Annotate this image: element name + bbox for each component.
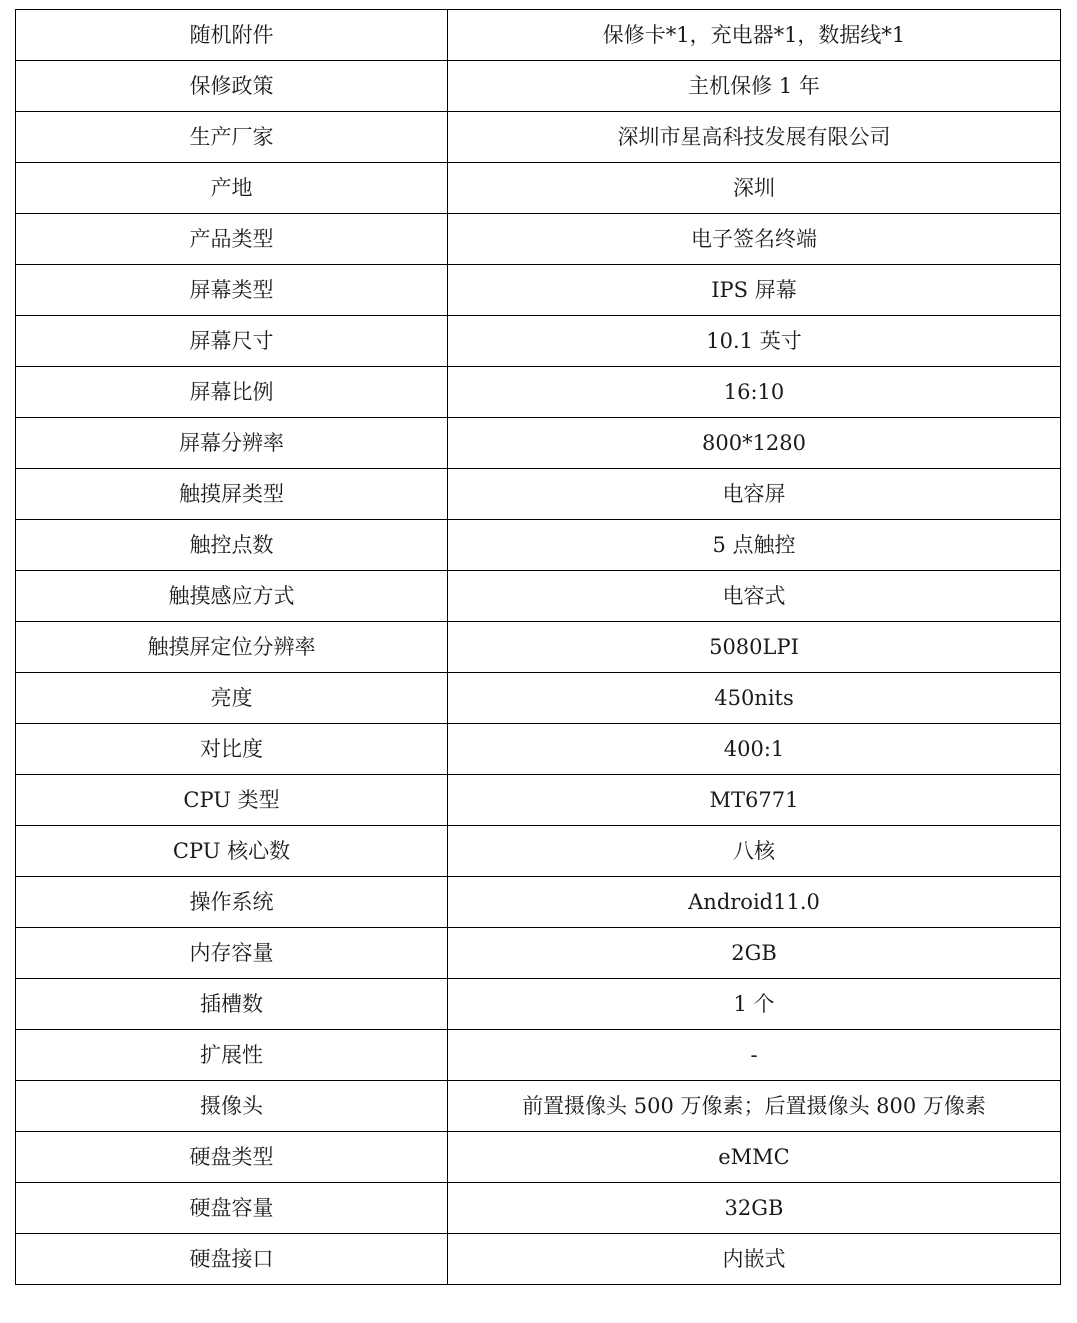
table-row	[16, 10, 1061, 61]
spec-label-cell: 触摸屏类型	[16, 469, 448, 520]
table-row	[16, 265, 1061, 316]
spec-value-cell: -	[448, 1030, 1061, 1081]
spec-label-cell: 硬盘接口	[16, 1234, 448, 1285]
table-row	[16, 1234, 1061, 1285]
spec-value-cell: 1 个	[448, 979, 1061, 1030]
spec-label-cell: 硬盘类型	[16, 1132, 448, 1183]
spec-label-cell: 亮度	[16, 673, 448, 724]
spec-label-cell: 内存容量	[16, 928, 448, 979]
table-row	[16, 724, 1061, 775]
spec-label-cell: 插槽数	[16, 979, 448, 1030]
table-row	[16, 112, 1061, 163]
spec-value-cell: 前置摄像头 500 万像素；后置摄像头 800 万像素	[448, 1081, 1061, 1132]
spec-value-cell: 5080LPI	[448, 622, 1061, 673]
spec-value-cell: 400:1	[448, 724, 1061, 775]
table-row	[16, 622, 1061, 673]
table-row	[16, 214, 1061, 265]
spec-value-cell: 32GB	[448, 1183, 1061, 1234]
spec-label-cell: 保修政策	[16, 61, 448, 112]
table-row	[16, 571, 1061, 622]
spec-value-cell: 内嵌式	[448, 1234, 1061, 1285]
spec-label-cell: 硬盘容量	[16, 1183, 448, 1234]
spec-value-cell: 16:10	[448, 367, 1061, 418]
spec-value-cell: 主机保修 1 年	[448, 61, 1061, 112]
table-row	[16, 928, 1061, 979]
spec-label-cell: 屏幕比例	[16, 367, 448, 418]
spec-value-cell: 八核	[448, 826, 1061, 877]
table-row	[16, 367, 1061, 418]
spec-value-cell: 深圳	[448, 163, 1061, 214]
table-row	[16, 520, 1061, 571]
table-row	[16, 1183, 1061, 1234]
spec-label-cell: 屏幕尺寸	[16, 316, 448, 367]
spec-value-cell: Android11.0	[448, 877, 1061, 928]
table-row	[16, 316, 1061, 367]
spec-label-cell: 触控点数	[16, 520, 448, 571]
spec-value-cell: 5 点触控	[448, 520, 1061, 571]
table-row	[16, 826, 1061, 877]
table-row	[16, 1081, 1061, 1132]
table-row	[16, 61, 1061, 112]
spec-value-cell: 深圳市星高科技发展有限公司	[448, 112, 1061, 163]
table-row	[16, 163, 1061, 214]
spec-label-cell: 随机附件	[16, 10, 448, 61]
table-row	[16, 418, 1061, 469]
spec-label-cell: 扩展性	[16, 1030, 448, 1081]
table-row	[16, 775, 1061, 826]
spec-label-cell: CPU 核心数	[16, 826, 448, 877]
spec-value-cell: 450nits	[448, 673, 1061, 724]
spec-value-cell: 电容屏	[448, 469, 1061, 520]
table-row	[16, 673, 1061, 724]
spec-label-cell: 屏幕分辨率	[16, 418, 448, 469]
table-row	[16, 1030, 1061, 1081]
spec-table-body	[16, 10, 1061, 1285]
spec-label-cell: 触摸感应方式	[16, 571, 448, 622]
spec-label-cell: 生产厂家	[16, 112, 448, 163]
spec-label-cell: 摄像头	[16, 1081, 448, 1132]
spec-label-cell: 触摸屏定位分辨率	[16, 622, 448, 673]
spec-value-cell: 电容式	[448, 571, 1061, 622]
spec-value-cell: MT6771	[448, 775, 1061, 826]
spec-value-cell: eMMC	[448, 1132, 1061, 1183]
table-row	[16, 469, 1061, 520]
spec-label-cell: 产品类型	[16, 214, 448, 265]
table-row	[16, 877, 1061, 928]
spec-label-cell: CPU 类型	[16, 775, 448, 826]
spec-value-cell: IPS 屏幕	[448, 265, 1061, 316]
spec-value-cell: 电子签名终端	[448, 214, 1061, 265]
spec-table	[15, 9, 1061, 1285]
spec-value-cell: 2GB	[448, 928, 1061, 979]
spec-label-cell: 产地	[16, 163, 448, 214]
spec-label-cell: 操作系统	[16, 877, 448, 928]
spec-value-cell: 10.1 英寸	[448, 316, 1061, 367]
table-row	[16, 1132, 1061, 1183]
spec-label-cell: 对比度	[16, 724, 448, 775]
spec-label-cell: 屏幕类型	[16, 265, 448, 316]
spec-value-cell: 保修卡*1，充电器*1，数据线*1	[448, 10, 1061, 61]
spec-value-cell: 800*1280	[448, 418, 1061, 469]
table-row	[16, 979, 1061, 1030]
